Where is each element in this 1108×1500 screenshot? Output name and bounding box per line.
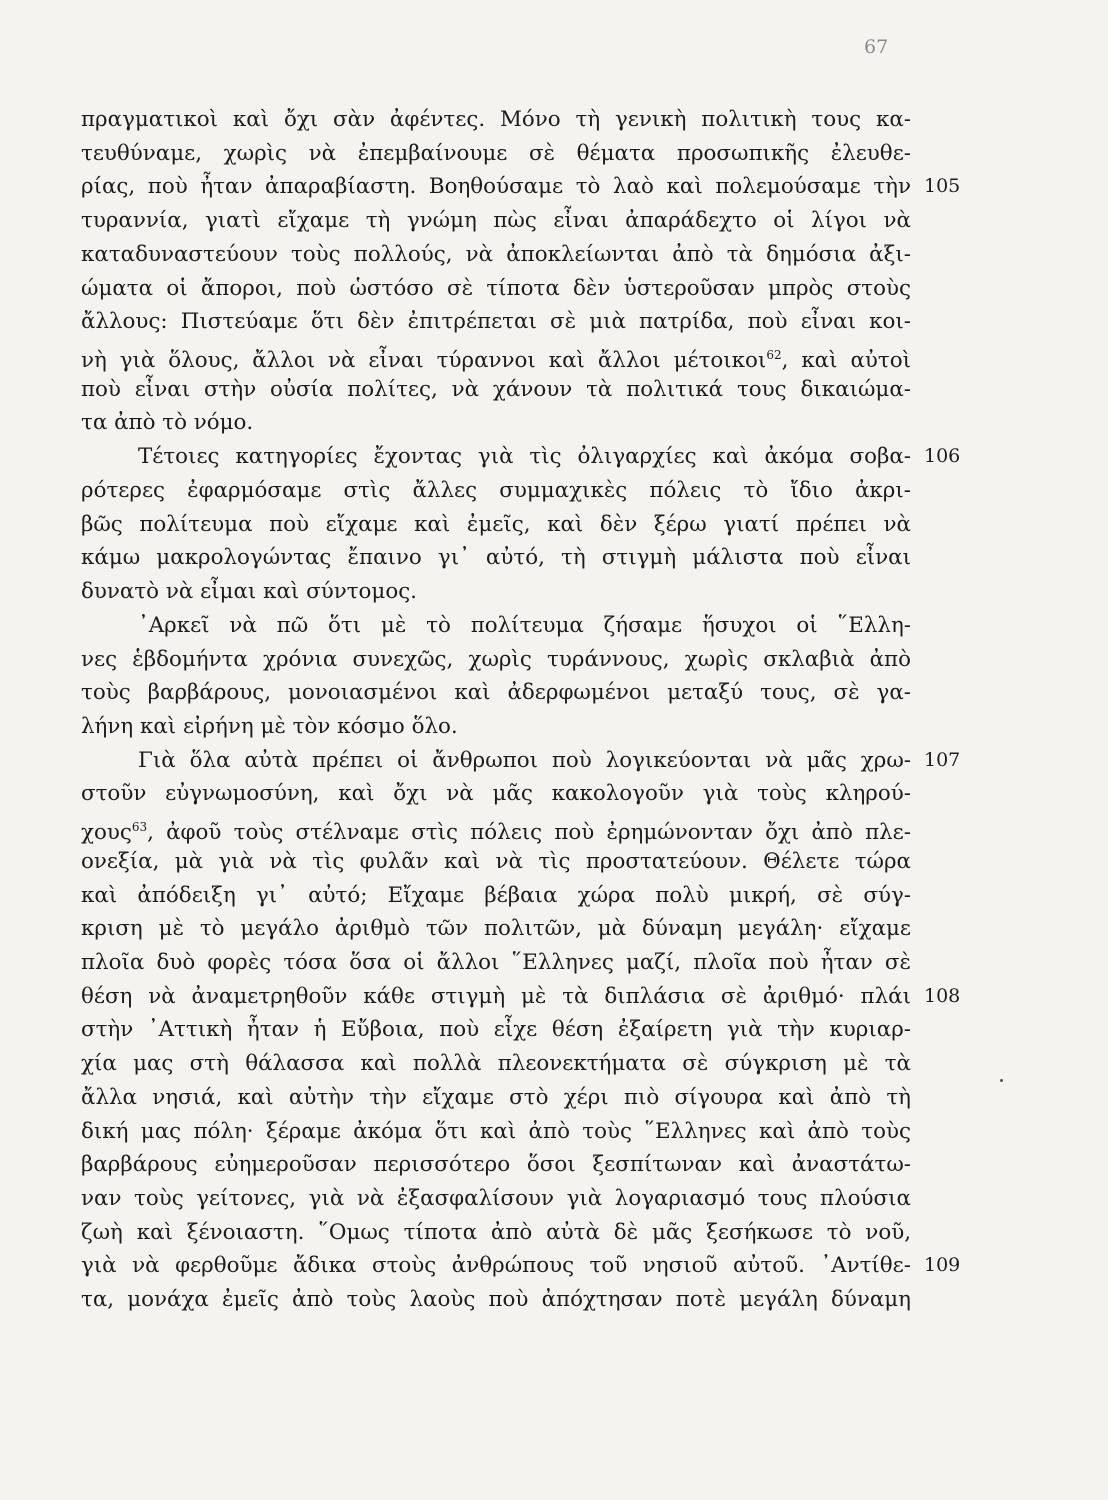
text-line	[81, 305, 911, 339]
text-line	[81, 980, 961, 1014]
line-text: Τέτοιες κατηγορίες ἔχοντας γιὰ τὶς ὀλιγαρχίες καὶ ἀκόμα σοβα-	[138, 444, 911, 470]
text-line	[81, 912, 911, 946]
text-line	[81, 440, 961, 474]
footnote-ref: 62	[766, 348, 782, 363]
text-line	[81, 541, 911, 575]
section-number: 108	[924, 984, 961, 1007]
line-text: τα ἀπὸ τὸ νόμο.	[81, 410, 254, 436]
text-line	[81, 710, 911, 744]
line-text: κάμω μακρολογώντας ἔπαινο γι᾿ αὐτό, τὴ στιγμὴ μάλιστα ποὺ εἶναι	[81, 545, 911, 571]
text-line	[81, 474, 911, 508]
line-text: ναν τοὺς γείτονες, γιὰ νὰ ἐξασφαλίσουν γιὰ λογαριασμό τους πλούσια	[81, 1186, 911, 1211]
line-text: τα, μονάχα ἐμεῖς ἀπὸ τοὺς λαοὺς ποὺ ἀπόχτησαν ποτὲ μεγάλη δύναμη	[81, 1287, 911, 1313]
line-text: ώματα οἱ ἄποροι, ποὺ ὡστόσο σὲ τίποτα δὲν ὑστεροῦσαν μπρὸς στοὺς	[81, 275, 911, 301]
text-line	[81, 508, 911, 542]
main-text	[81, 103, 961, 1317]
line-text: νες ἑβδομήντα χρόνια συνεχῶς, χωρὶς τυράννους, χωρὶς σκλαβιὰ ἀπὸ	[81, 646, 911, 672]
line-text: λήνη καὶ εἰρήνη μὲ τὸν κόσμο ὅλο.	[81, 713, 458, 739]
line-text: πραγματικοὶ καὶ ὄχι σὰν ἀφέντες. Μόνο τὴ γενικὴ πολιτικὴ τους κα-	[81, 107, 911, 132]
line-text: γιὰ νὰ φερθοῦμε ἄδικα στοὺς ἀνθρώπους τοῦ νησιοῦ αὐτοῦ. ᾿Αντίθε-	[81, 1253, 911, 1279]
text-line	[81, 238, 911, 272]
line-text: θέση νὰ ἀναμετρηθοῦν κάθε στιγμὴ μὲ τὰ διπλάσια σὲ ἀριθμό· πλάι	[81, 983, 911, 1009]
line-text: κριση μὲ τὸ μεγάλο ἀριθμὸ τῶν πολιτῶν, μὰ δύναμη μεγάλη· εἴχαμε	[81, 916, 911, 942]
line-text: τοὺς βαρβάρους, μονοιασμένοι καὶ ἀδερφωμένοι μεταξύ τους, σὲ γα-	[81, 680, 911, 706]
text-line	[81, 575, 911, 609]
line-text: καὶ ἀπόδειξη γι᾿ αὐτό; Εἴχαμε βέβαια χώρα πολὺ μικρή, σὲ σύγ-	[81, 882, 911, 908]
line-text: βῶς πολίτευμα ποὺ εἴχαμε καὶ ἐμεῖς, καὶ δὲν ξέρω γιατί πρέπει νὰ	[81, 511, 911, 537]
line-text-continued: , ἀφοῦ τοὺς στέλναμε στὶς πόλεις ποὺ ἐρημώνονταν ὄχι ἀπὸ πλε-	[147, 820, 911, 846]
line-text: ᾿Αρκεῖ νὰ πῶ ὅτι μὲ τὸ πολίτευμα ζήσαμε ἥσυχοι οἱ ῞Ελλη-	[138, 612, 911, 638]
text-line	[81, 1148, 911, 1182]
section-number: 106	[924, 445, 961, 468]
line-text: ρότερες ἐφαρμόσαμε στὶς ἄλλες συμμαχικὲς πόλεις τὸ ἴδιο ἀκρι-	[81, 477, 911, 503]
ink-speck	[1000, 1079, 1003, 1082]
text-line	[81, 406, 911, 440]
line-text: στὴν ᾿Αττικὴ ἦταν ἡ Εὔβοια, ποὺ εἶχε θέση ἐξαίρετη γιὰ τὴν κυριαρ-	[81, 1017, 911, 1043]
line-text: Γιὰ ὅλα αὐτὰ πρέπει οἱ ἄνθρωποι ποὺ λογικεύονται νὰ μᾶς χρω-	[138, 747, 911, 773]
line-text: δική μας πόλη· ξέραμε ἀκόμα ὅτι καὶ ἀπὸ τοὺς ῞Ελληνες καὶ ἀπὸ τοὺς	[81, 1118, 911, 1144]
text-line	[81, 204, 911, 238]
text-line	[81, 1047, 911, 1081]
line-text: πλοῖα δυὸ φορὲς τόσα ὅσα οἱ ἄλλοι ῞Ελληνες μαζί, πλοῖα ποὺ ἦταν σὲ	[81, 949, 911, 975]
text-line	[81, 879, 911, 913]
line-text: ρίας, ποὺ ἦταν ἀπαραβίαστη. Βοηθούσαμε τὸ λαὸ καὶ πολεμούσαμε τὴν	[81, 174, 911, 200]
line-text: ζωὴ καὶ ξένοιαστη. ῞Ομως τίποτα ἀπὸ αὐτὰ δὲ μᾶς ξεσήκωσε τὸ νοῦ,	[81, 1219, 911, 1245]
text-line	[81, 170, 961, 204]
line-text: ονεξία, μὰ γιὰ νὰ τὶς φυλᾶν καὶ νὰ τὶς προστατεύουν. Θέλετε τώρα	[81, 848, 911, 874]
text-line	[81, 272, 911, 306]
text-line	[81, 744, 961, 778]
text-line	[81, 103, 911, 137]
text-line	[81, 946, 911, 980]
text-line	[81, 1013, 911, 1047]
line-text: βαρβάρους εὐημεροῦσαν περισσότερο ὅσοι ξεσπίτωναν καὶ ἀναστάτω-	[81, 1152, 911, 1178]
text-line	[81, 373, 911, 407]
line-text: στοῦν εὐγνωμοσύνη, καὶ ὄχι νὰ μᾶς κακολογοῦν γιὰ τοὺς κληρού-	[81, 781, 911, 807]
line-text: καταδυναστεύουν τοὺς πολλούς, νὰ ἀποκλείωνται ἀπὸ τὰ δημόσια ἀξι-	[81, 241, 911, 267]
footnote-ref: 63	[131, 820, 148, 835]
text-line	[81, 777, 911, 811]
text-line	[81, 609, 911, 643]
line-text: τυραννία, γιατὶ εἴχαμε τὴ γνώμη πὼς εἶναι ἀπαράδεχτο οἱ λίγοι νὰ	[81, 208, 911, 234]
text-line	[81, 1283, 911, 1317]
text-line	[81, 676, 911, 710]
line-text: δυνατὸ νὰ εἶμαι καὶ σύντομος.	[81, 579, 417, 605]
line-text: χία μας στὴ θάλασσα καὶ πολλὰ πλεονεκτήματα σὲ σύγκριση μὲ τὰ	[81, 1051, 911, 1077]
line-text: ἄλλους: Πιστεύαμε ὅτι δὲν ἐπιτρέπεται σὲ μιὰ πατρίδα, ποὺ εἶναι κοι-	[81, 309, 911, 335]
line-text: ἄλλα νησιά, καὶ αὐτὴν τὴν εἴχαμε στὸ χέρι πιὸ σίγουρα καὶ ἀπὸ τὴ	[81, 1084, 911, 1110]
text-line	[81, 1182, 911, 1216]
line-text: τευθύναμε, χωρὶς νὰ ἐπεμβαίνουμε σὲ θέματα προσωπικῆς ἐλευθε-	[81, 140, 911, 166]
section-number: 109	[924, 1254, 961, 1277]
text-line	[81, 1216, 911, 1250]
text-line	[81, 845, 911, 879]
text-line	[81, 1115, 911, 1149]
page-number: 67	[864, 36, 889, 58]
line-text-continued: , καὶ αὐτοὶ	[781, 348, 911, 374]
text-line	[81, 339, 911, 373]
line-text: ποὺ εἶναι στὴν οὐσία πολίτες, νὰ χάνουν τὰ πολιτικά τους δικαιώμα-	[81, 376, 911, 402]
line-text: νὴ γιὰ ὅλους, ἄλλοι νὰ εἶναι τύραννοι καὶ ἄλλοι μέτοικοι	[81, 348, 767, 374]
section-number: 107	[924, 748, 961, 771]
text-line	[81, 1249, 961, 1283]
text-line	[81, 811, 911, 845]
text-line	[81, 137, 911, 171]
section-number: 105	[924, 175, 961, 198]
text-line	[81, 1081, 911, 1115]
text-line	[81, 643, 911, 677]
line-text: χους	[81, 820, 132, 846]
